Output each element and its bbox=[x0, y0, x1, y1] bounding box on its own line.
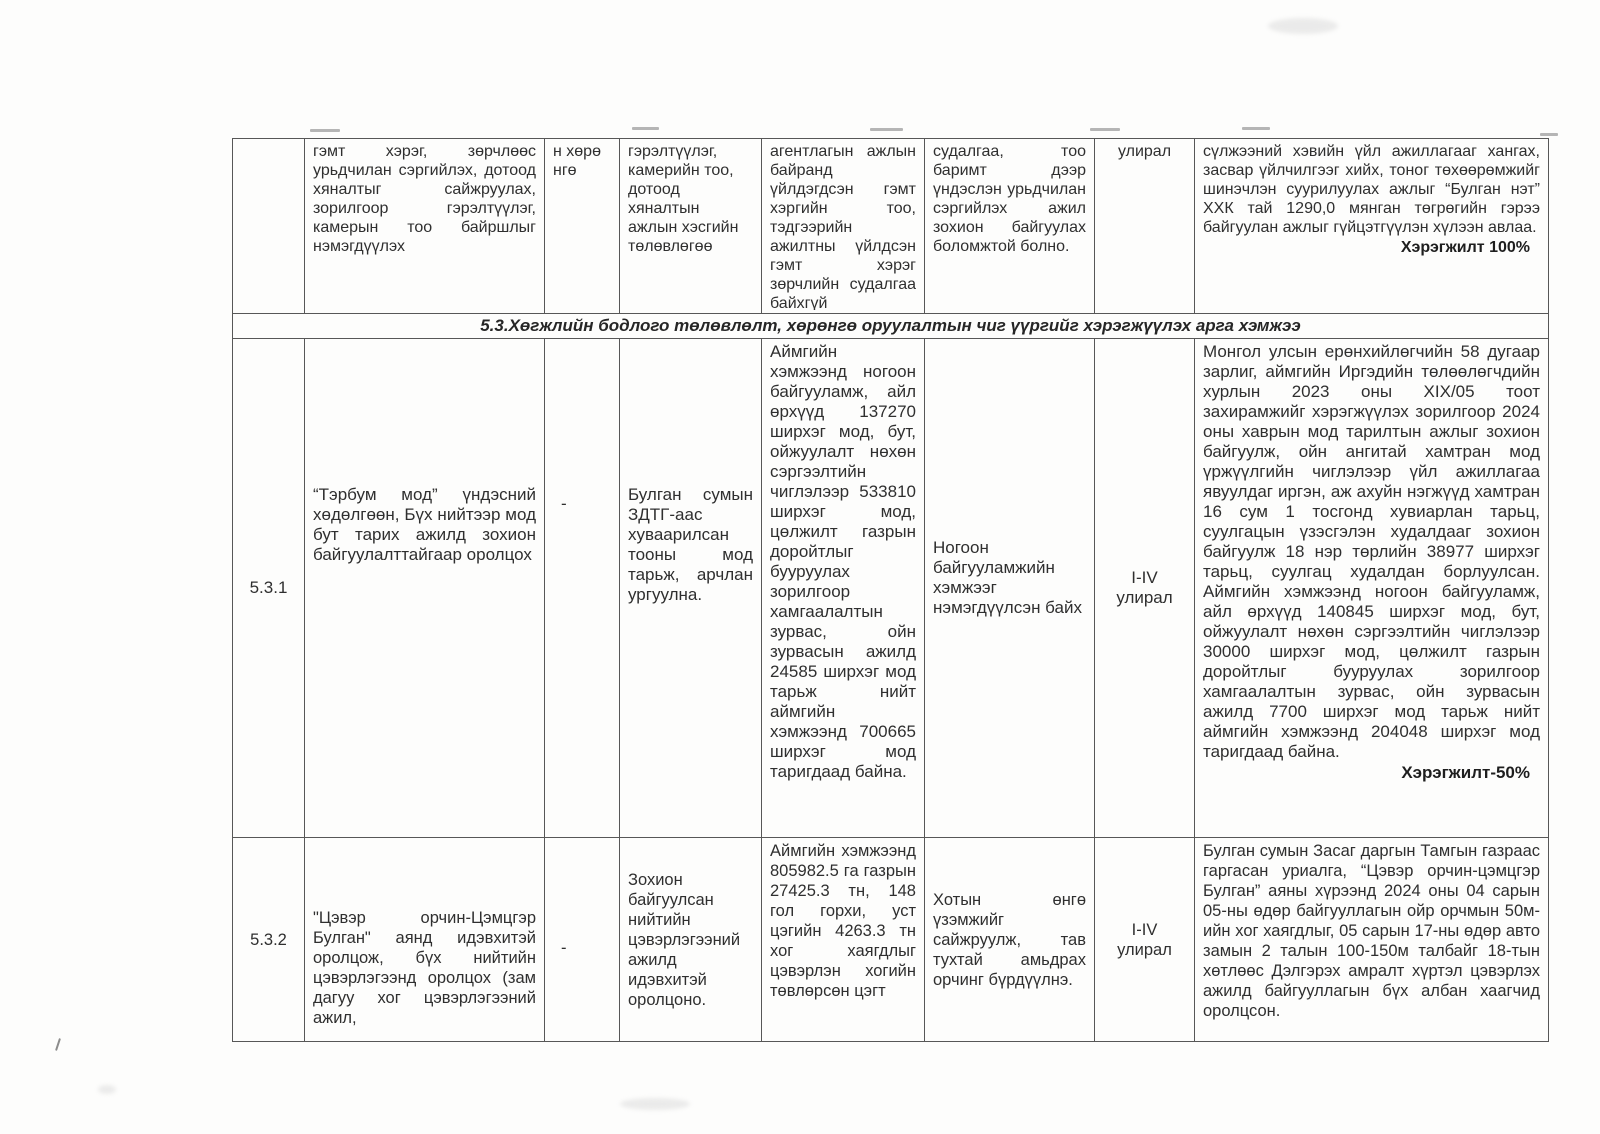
scan-artifact bbox=[98, 1085, 116, 1094]
scan-artifact bbox=[1242, 127, 1270, 130]
baseline-text: агентлагын ажлын байранд үйлдэгдсэн гэмт хэргийн тоо, тэдгээрийн ажилтны үйлдсэн гэмт хэрэг зөрчлийн судалгаа байхгүй bbox=[770, 143, 916, 310]
implementation-result: Хэрэгжилт 100% bbox=[1400, 239, 1530, 256]
implementation-text: Монгол улсын ерөнхийлөгчийн 58 дугаар зарлиг, аймгийн Иргэдийн төлөөлөгчдийн хурлын 2023 оны XIX/05 тоот захирамжийг хэрэгжүүлэх зорилгоор 2024 оны хаврын мод тарилтын ажлыг зохион байгуулж, ойн ангитай хамтран мод үржүүлгийн чиглэлээр үйл ажиллагаа явуулдаг иргэн, аж ахуйн нэгжүүд хамтран 16 сум 1 тосгонд хувиарлан тарьц, суулгацын үзэсгэлэн худалдааг зохион байгуулж 18 нэр төрлийн 38977 ширхэг тарьц, суулгац худалдан борлуулсан. Аймгийн хэмжээнд ногоон байгууламж, айл өрхүүд 140845 ширхэг мод, бут, ойжуулалт нөхөн сэргээлтийн чиглэлээр 30000 ширхэг мод, цөлжилт газрын доройтлыг бууруулах зорилгоор хамгаалалтын зурвас, ойн зурвасын ажилд 7700 ширхэг мод тарьж нийт аймгийн хэмжээнд 204048 ширхэг мод таригдаад байна. bbox=[1203, 342, 1540, 761]
cell-timeframe: I-IV улирал bbox=[1095, 838, 1195, 1042]
section-header: 5.3.Хөгжлийн бодлого төлөвлөлт, хөрөнгө оруулалтын чиг үүргийг хэрэгжүүлэх арга хэмжээ bbox=[233, 314, 1549, 339]
cell-baseline bbox=[762, 139, 925, 314]
scan-artifact bbox=[55, 1038, 61, 1051]
scan-artifact bbox=[1540, 133, 1558, 136]
implementation-text: сүлжээний хэвийн үйл ажиллагааг хангах, засвар үйлчилгээг хийх, тоног төхөөрөмжийг шинэчлэн суурилуулах ажлыг “Булган нэт” ХХК тай 1290,0 мянган төгрөгийн гэрээ байгуулан ажлыг гүйцэтгүүлэн хүлээн авлаа. bbox=[1203, 143, 1540, 236]
scan-artifact bbox=[1090, 128, 1120, 131]
cell-sequence-number bbox=[233, 139, 305, 314]
cell-target-criteria: Ногоон байгууламжийн хэмжээг нэмэгдүүлсэн байх bbox=[925, 339, 1095, 838]
scan-artifact bbox=[1268, 18, 1338, 34]
table-row-532 bbox=[233, 838, 1549, 1042]
cell-sequence-number: 5.3.1 bbox=[233, 339, 305, 838]
implementation-text: Булган сумын Засаг даргын Тамгын газраас гаргасан уриалга, “Цэвэр орчин-цэмцгэр Булган” аяны хүрээнд 2024 оны 04 сарын 05-ны өдөр байгууллагын ойр орчмын 50м-ийн хог хаягдлыг, 05 сарын 17-ны өдөр авто замын 2 талын 100-150м талбайг 18-тын хөтлөөс Дэлгэрэх амралт хүртэл цэвэрлэх ажилд байгууллагын бүх албан хаагчид оролцсон. bbox=[1203, 842, 1540, 1020]
cell-funding-source: - bbox=[545, 339, 620, 838]
cell-task: гэмт хэрэг, зөрчлөөс урьдчилан сэргийлэх, дотоод хяналтыг сайжруулах, зорилгоор гэрэлтүүлэг, камерын тоо байршлыг нэмэгдүүлэх bbox=[305, 139, 545, 314]
scan-artifact bbox=[620, 1098, 690, 1110]
cell-timeframe: I-IV улирал bbox=[1095, 339, 1195, 838]
table-row-531 bbox=[233, 339, 1549, 838]
cell-funding-source: н хөрөнгө bbox=[545, 139, 620, 314]
implementation-result: Хэрэгжилт-50% bbox=[1401, 763, 1530, 782]
cell-sequence-number: 5.3.2 bbox=[233, 838, 305, 1042]
cell-output-indicator: Зохион байгуулсан нийтийн цэвэрлэгээний ажилд идэвхитэй оролцоно. bbox=[620, 838, 762, 1042]
cell-funding-source: - bbox=[545, 838, 620, 1042]
cell-implementation bbox=[1195, 139, 1549, 314]
cell-task: “Тэрбум мод” үндэсний хөдөлгөөн, Бүх нийтээр мод бут тарих ажилд зохион байгуулалттайгаар оролцох bbox=[305, 339, 545, 838]
cell-output-indicator: Булган сумын ЗДТГ-аас хуваарилсан тооны мод тарьж, арчлан ургуулна. bbox=[620, 339, 762, 838]
cell-baseline bbox=[762, 838, 925, 1042]
cell-timeframe: улирал bbox=[1095, 139, 1195, 314]
baseline-text: Аймгийн хэмжээнд 805982.5 га газрын 27425.3 тн, 148 гол горхи, уст цэгийн 4263.3 тн хог хаягдлыг цэвэрлэн хогийн төвлөрсөн цэгт bbox=[770, 842, 916, 1000]
scan-artifact bbox=[632, 127, 659, 130]
scan-artifact bbox=[310, 129, 340, 132]
scan-artifact bbox=[870, 128, 903, 131]
baseline-text: Аймгийн хэмжээнд ногоон байгууламж, айл өрхүүд 137270 ширхэг мод, бут, ойжуулалт нөхөн сэргээлтийн чиглэлээр 533810 ширхэг мод, цөлжилт газрын доройтлыг бууруулах зорилгоор хамгаалалтын зурвас, ойн зурвасын ажилд 24585 ширхэг мод тарьж нийт аймгийн хэмжээнд 700665 ширхэг мод таригдаад байна. bbox=[770, 342, 916, 781]
cell-target-criteria: судалгаа, тоо баримт дээр үндэслэн урьдчилан сэргийлэх ажил зохион байгуулах боломжтой болно. bbox=[925, 139, 1095, 314]
cell-implementation bbox=[1195, 339, 1549, 838]
activity-report-table bbox=[232, 138, 1549, 1042]
section-header-row bbox=[233, 314, 1549, 339]
cell-task: "Цэвэр орчин-Цэмцгэр Булган" аянд идэвхитэй оролцож, бүх нийтийн цэвэрлэгээнд оролцох (зам дагуу хог цэвэрлэгээний ажил, bbox=[305, 838, 545, 1042]
cell-baseline bbox=[762, 339, 925, 838]
cell-implementation bbox=[1195, 838, 1549, 1042]
cell-output-indicator: гэрэлтүүлэг, камерийн тоо, дотоод хяналтын ажлын хэсгийн төлөвлөгөө bbox=[620, 139, 762, 314]
table-row-continuation bbox=[233, 139, 1549, 314]
cell-target-criteria: Хотын өнгө үзэмжийг сайжруулж, тав тухтай амьдрах орчинг бүрдүүлнэ. bbox=[925, 838, 1095, 1042]
